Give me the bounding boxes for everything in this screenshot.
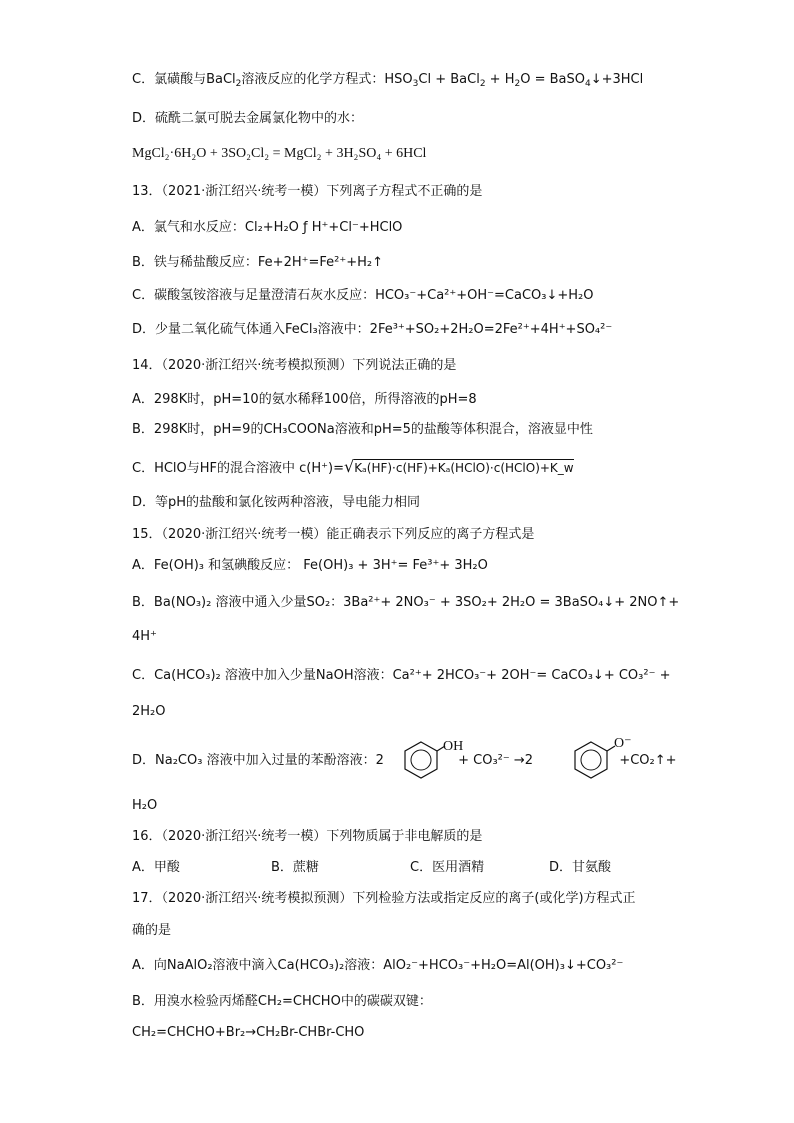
q15-option-b-line2: 4H⁺ (132, 629, 157, 644)
q13-option-b: B．铁与稀盐酸反应：Fe+2H⁺=Fe²⁺+H₂↑ (132, 255, 383, 270)
q16-options (132, 859, 611, 877)
q12-option-c: C．氯磺酸与BaCl$_2$溶液反应的化学方程式：$HSO_3Cl$ + BaCl$_2$ + $H_2O$ = BaSO$_4$↓+3HCl (132, 72, 644, 89)
q17-option-b-equation: CH₂=CHCHO+Br₂→CH₂Br-CHBr-CHO (132, 1025, 365, 1040)
q12-option-d-equation: MgCl₂·6H₂O + 3SO₂Cl₂ = MgCl₂ + 3H₂SO₄ + 6HCl (132, 146, 427, 161)
q12-c-eq2: + H (485, 72, 515, 87)
q16-option-b: B．蔗糖 (271, 860, 319, 875)
q13-option-d: D．少量二氧化硫气体通入FeCl₃溶液中：2Fe³⁺+SO₂+2H₂O=2Fe²⁺+4H⁺+SO₄²⁻ (132, 322, 613, 337)
q15-option-c-line2: 2H₂O (132, 704, 166, 719)
q16-stem: 16．（2020·浙江绍兴·统考一模）下列物质属于非电解质的是 (132, 829, 483, 844)
q14-option-a: A．298K时，pH=10的氨水稀释100倍，所得溶液的pH=8 (132, 392, 477, 407)
q15-d-mid: + CO₃²⁻ →2 (458, 753, 534, 768)
q17-option-b: B．用溴水检验丙烯醛CH₂=CHCHO中的碳碳双键： (132, 994, 432, 1009)
q12-c-eq3: O = BaSO (520, 72, 585, 87)
q13-option-c: C．碳酸氢铵溶液与足量澄清石灰水反应：HCO₃⁻+Ca²⁺+OH⁻=CaCO₃↓+H₂O (132, 288, 594, 303)
q12-c-eq1: Cl + BaCl (418, 72, 480, 87)
q14-option-d: D．等pH的盐酸和氯化铵两种溶液，导电能力相同 (132, 495, 421, 510)
q15-option-d-line2: H₂O (132, 798, 158, 813)
q15-d-end: +CO₂↑+ (619, 753, 677, 768)
q15-option-a: A．Fe(OH)₃ 和氢碘酸反应： Fe(OH)₃ + 3H⁺= Fe³⁺+ 3H₂O (132, 558, 488, 573)
phenol-oh-label: OH (443, 739, 464, 754)
q14-stem: 14．（2020·浙江绍兴·统考模拟预测）下列说法正确的是 (132, 358, 457, 373)
q12-c-eq4: ↓+3HCl (590, 72, 644, 87)
q12-c-text2: 溶液反应的化学方程式：HSO (241, 72, 413, 87)
q17-stem-line1: 17．（2020·浙江绍兴·统考模拟预测）下列检验方法或指定反应的离子(或化学)方程式正 (132, 891, 636, 906)
q14-option-c (132, 458, 574, 478)
q14-c-radicand: Kₐ(HF)·c(HF)+Kₐ(HClO)·c(HClO)+K_w (354, 461, 574, 475)
q13-stem: 13．（2021·浙江绍兴·统考一模）下列离子方程式不正确的是 (132, 184, 483, 199)
q15-stem: 15．（2020·浙江绍兴·统考一模）能正确表示下列反应的离子方程式是 (132, 527, 535, 542)
q14-c-prefix: C．HClO与HF的混合溶液中 c(H⁺)= (132, 461, 344, 476)
q17-stem-line2: 确的是 (132, 923, 172, 938)
q12-option-d: D．硫酰二氯可脱去金属氯化物中的水： (132, 111, 364, 126)
q14-option-b: B．298K时，pH=9的CH₃COONa溶液和pH=5的盐酸等体积混合，溶液显中性 (132, 422, 593, 437)
q16-option-a: A．甲酸 (132, 860, 180, 875)
phenoxide-o-label: O⁻ (614, 736, 632, 751)
q16-option-c: C．医用酒精 (410, 860, 485, 875)
q15-option-b-line1: B．Ba(NO₃)₂ 溶液中通入少量SO₂：3Ba²⁺+ 2NO₃⁻ + 3SO₂+ 2H₂O = 3BaSO₄↓+ 2NO↑+ (132, 595, 680, 610)
q12-c-text: C．氯磺酸与BaCl (132, 72, 236, 87)
sqrt-icon: √ (343, 457, 355, 476)
q16-option-d: D．甘氨酸 (549, 860, 612, 875)
q13-option-a: A．氯气和水反应：Cl₂+H₂O ƒ H⁺+Cl⁻+HClO (132, 220, 403, 235)
q17-option-a: A．向NaAlO₂溶液中滴入Ca(HCO₃)₂溶液：AlO₂⁻+HCO₃⁻+H₂O=Al(OH)₃↓+CO₃²⁻ (132, 958, 624, 973)
q15-d-prefix: D．Na₂CO₃ 溶液中加入过量的苯酚溶液：2 (132, 753, 384, 768)
q15-option-c-line1: C．Ca(HCO₃)₂ 溶液中加入少量NaOH溶液：Ca²⁺+ 2HCO₃⁻+ 2OH⁻= CaCO₃↓+ CO₃²⁻ + (132, 668, 671, 683)
